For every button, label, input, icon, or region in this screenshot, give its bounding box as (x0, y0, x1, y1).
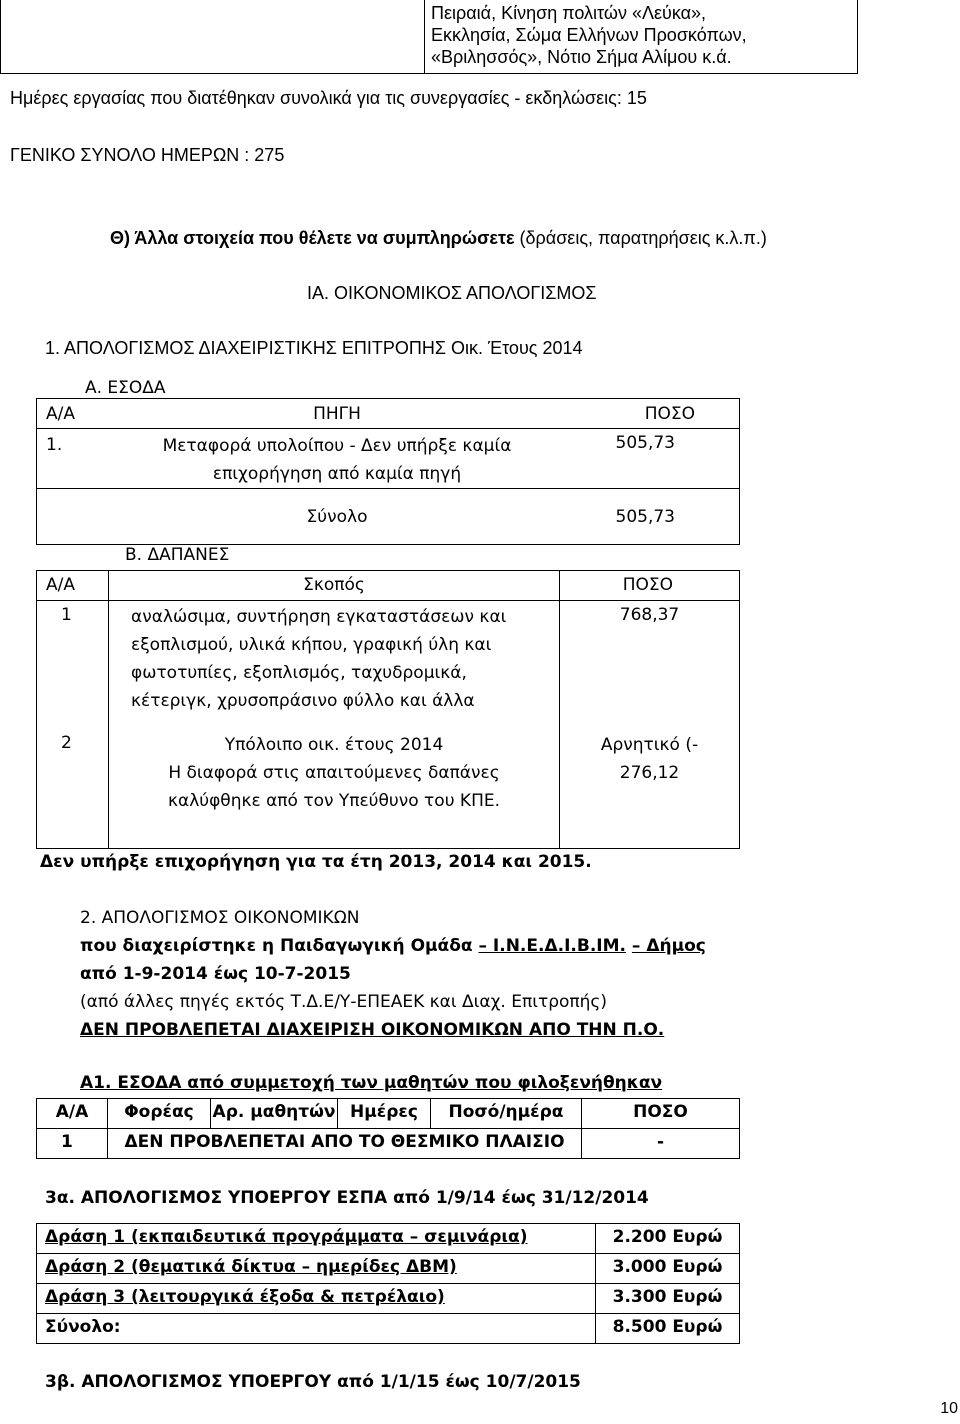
a1-row-aa: 1 (37, 1129, 108, 1159)
income-header-amount: ΠΟΣΟ (566, 399, 740, 429)
top-cell-line: Πειραιά, Κίνηση πολιτών «Λεύκα», (431, 3, 707, 23)
income-total-label: Σύνολο (108, 489, 566, 545)
a1-header-days: Ημέρες (338, 1099, 431, 1129)
days-line: Ημέρες εργασίας που διατέθηκαν συνολικά για τις συνεργασίες - εκδηλώσεις: 15 (10, 88, 647, 108)
expenses-purpose-line: αναλώσιμα, συντήρηση εγκαταστάσεων και (131, 607, 507, 627)
s3a-heading: 3α. ΑΠΟΛΟΓΙΣΜΟΣ ΥΠΟΕΡΓΟΥ ΕΣΠΑ από 1/9/14 έως 31/12/2014 (45, 1188, 649, 1208)
expenses-header-purpose: Σκοπός (109, 571, 560, 601)
expenses-row-aa: 2 (37, 725, 109, 849)
income-total-row (37, 489, 740, 545)
total-days: ΓΕΝΙΚΟ ΣΥΝΟΛΟ ΗΜΕΡΩΝ : 275 (10, 145, 285, 165)
income-header-aa: Α/Α (37, 399, 109, 429)
section2-dates: από 1-9-2014 έως 10-7-2015 (80, 964, 351, 984)
s3a-row-amount: 2.200 Ευρώ (596, 1224, 740, 1254)
a1-row-text: ΔΕΝ ΠΡΟΒΛΕΠΕΤΑΙ ΑΠΟ ΤΟ ΘΕΣΜΙΚΟ ΠΛΑΙΣΙΟ (108, 1129, 582, 1159)
section2-block (80, 904, 706, 1044)
income-header-row (37, 399, 740, 429)
expenses-purpose-line: εξοπλισμού, υλικά κήπου, γραφική ύλη και (131, 635, 492, 655)
expenses-header-amount: ΠΟΣΟ (560, 571, 740, 601)
top-cell-line: Εκκλησία, Σώμα Ελλήνων Προσκόπων, (431, 25, 747, 45)
expenses-purpose-line: καλύφθηκε από τον Υπεύθυνο του ΚΠΕ. (167, 790, 501, 811)
section2-sources: (από άλλες πηγές εκτός Τ.Δ.Ε/Υ-ΕΠΕΑΕΚ και Διαχ. Επιτροπής) (80, 992, 608, 1012)
income-source-line: Μεταφορά υπολοίπου - Δεν υπήρξε καμία (162, 436, 512, 456)
a1-heading: Α1. ΕΣΟΔΑ από συμμετοχή των μαθητών που φιλοξενήθηκαν (80, 1073, 663, 1093)
s3a-table (36, 1223, 740, 1344)
a1-header-row (37, 1099, 740, 1129)
income-heading: Α. ΕΣΟΔΑ (85, 378, 166, 398)
s3a-row (37, 1224, 740, 1254)
theta-rest: (δράσεις, παρατηρήσεις κ.λ.π.) (514, 228, 767, 248)
section2-title: 2. ΑΠΟΛΟΓΙΣΜΟΣ ΟΙΚΟΝΟΜΙΚΩΝ (80, 908, 360, 928)
expenses-amount-line: Αρνητικό (- (600, 734, 699, 755)
s3a-row-label: Δράση 1 (εκπαιδευτικά προγράμματα – σεμινάρια) (37, 1224, 596, 1254)
expenses-row-aa: 1 (37, 601, 109, 725)
s3a-row (37, 1284, 740, 1314)
expenses-row (37, 725, 740, 849)
income-header-source: ΠΗΓΗ (108, 399, 566, 429)
s3a-row (37, 1254, 740, 1284)
expenses-heading: Β. ΔΑΠΑΝΕΣ (125, 545, 230, 565)
income-row (37, 429, 740, 489)
expenses-row-purpose (109, 725, 560, 849)
s3a-row-label: Δράση 3 (λειτουργικά έξοδα & πετρέλαιο) (37, 1284, 596, 1314)
expenses-row-amount (560, 725, 740, 849)
a1-table (36, 1098, 740, 1159)
top-table (0, 0, 858, 74)
a1-header-aa: Α/Α (37, 1099, 108, 1129)
s3a-row-amount: 3.000 Ευρώ (596, 1254, 740, 1284)
income-row-amount: 505,73 (566, 429, 740, 489)
expenses-purpose-line: κέτεριγκ, χρυσοπράσινο φύλλο και άλλα (131, 691, 475, 711)
s3b-heading: 3β. ΑΠΟΛΟΓΙΣΜΟΣ ΥΠΟΕΡΓΟΥ από 1/1/15 έως 10/7/2015 (45, 1372, 581, 1392)
a1-row-amount: - (582, 1129, 740, 1159)
ia-heading: ΙΑ. ΟΙΚΟΝΟΜΙΚΟΣ ΑΠΟΛΟΓΙΣΜΟΣ (307, 283, 597, 303)
a1-header-students: Αρ. μαθητών (211, 1099, 338, 1129)
a1-header-amount: ΠΟΣΟ (582, 1099, 740, 1129)
page-number: 10 (940, 1400, 958, 1417)
a1-header-rate: Ποσό/ημέρα (431, 1099, 582, 1129)
expenses-purpose-line: Υπόλοιπο οικ. έτους 2014 (224, 734, 444, 755)
expenses-purpose-line: Η διαφορά στις απαιτούμενες δαπάνες (168, 762, 500, 783)
expenses-header-row (37, 571, 740, 601)
expenses-row-purpose (109, 601, 560, 725)
expenses-table (36, 570, 740, 849)
a1-row (37, 1129, 740, 1159)
theta-bold: Θ) Άλλα στοιχεία που θέλετε να συμπληρώσετε (110, 228, 515, 248)
s3a-total-row (37, 1314, 740, 1344)
income-total-amount: 505,73 (566, 489, 740, 545)
s3a-row-amount: 3.300 Ευρώ (596, 1284, 740, 1314)
theta-line (110, 228, 767, 249)
expenses-amount-line: 276,12 (619, 762, 680, 783)
top-cell-line: «Βριλησσός», Νότιο Σήμα Αλίμου κ.ά. (431, 47, 732, 67)
s3a-total-amount: 8.500 Ευρώ (596, 1314, 740, 1344)
expenses-purpose-line: φωτοτυπίες, εξοπλισμός, ταχυδρομικά, (131, 663, 467, 683)
a1-header-body: Φορέας (108, 1099, 211, 1129)
expenses-row (37, 601, 740, 725)
expenses-header-aa: Α/Α (37, 571, 109, 601)
top-table-empty-cell (1, 0, 425, 74)
s3a-total-label: Σύνολο: (37, 1314, 596, 1344)
section2-line: που διαχειρίστηκε η Παιδαγωγική Ομάδα – Ι.Ν.Ε.Δ.Ι.Β.ΙΜ. – Δήμος (80, 936, 706, 956)
s3a-row-label: Δράση 2 (θεματικά δίκτυα – ημερίδες ΔΒΜ) (37, 1254, 596, 1284)
section1-title: 1. ΑΠΟΛΟΓΙΣΜΟΣ ΔΙΑΧΕΙΡΙΣΤΙΚΗΣ ΕΠΙΤΡΟΠΗΣ Οικ. Έτους 2014 (45, 338, 583, 358)
no-funding-note: Δεν υπήρξε επιχορήγηση για τα έτη 2013, 2014 και 2015. (40, 852, 592, 872)
income-source-line: επιχορήγηση από καμία πηγή (212, 464, 462, 484)
section2-note: ΔΕΝ ΠΡΟΒΛΕΠΕΤΑΙ ΔΙΑΧΕΙΡΙΣΗ ΟΙΚΟΝΟΜΙΚΩΝ ΑΠΟ ΤΗΝ Π.Ο. (80, 1020, 665, 1040)
income-row-aa: 1. (37, 429, 109, 489)
top-table-text-cell (425, 0, 858, 74)
expenses-row-amount: 768,37 (560, 601, 740, 725)
income-table (36, 398, 740, 545)
income-row-source (108, 429, 566, 489)
